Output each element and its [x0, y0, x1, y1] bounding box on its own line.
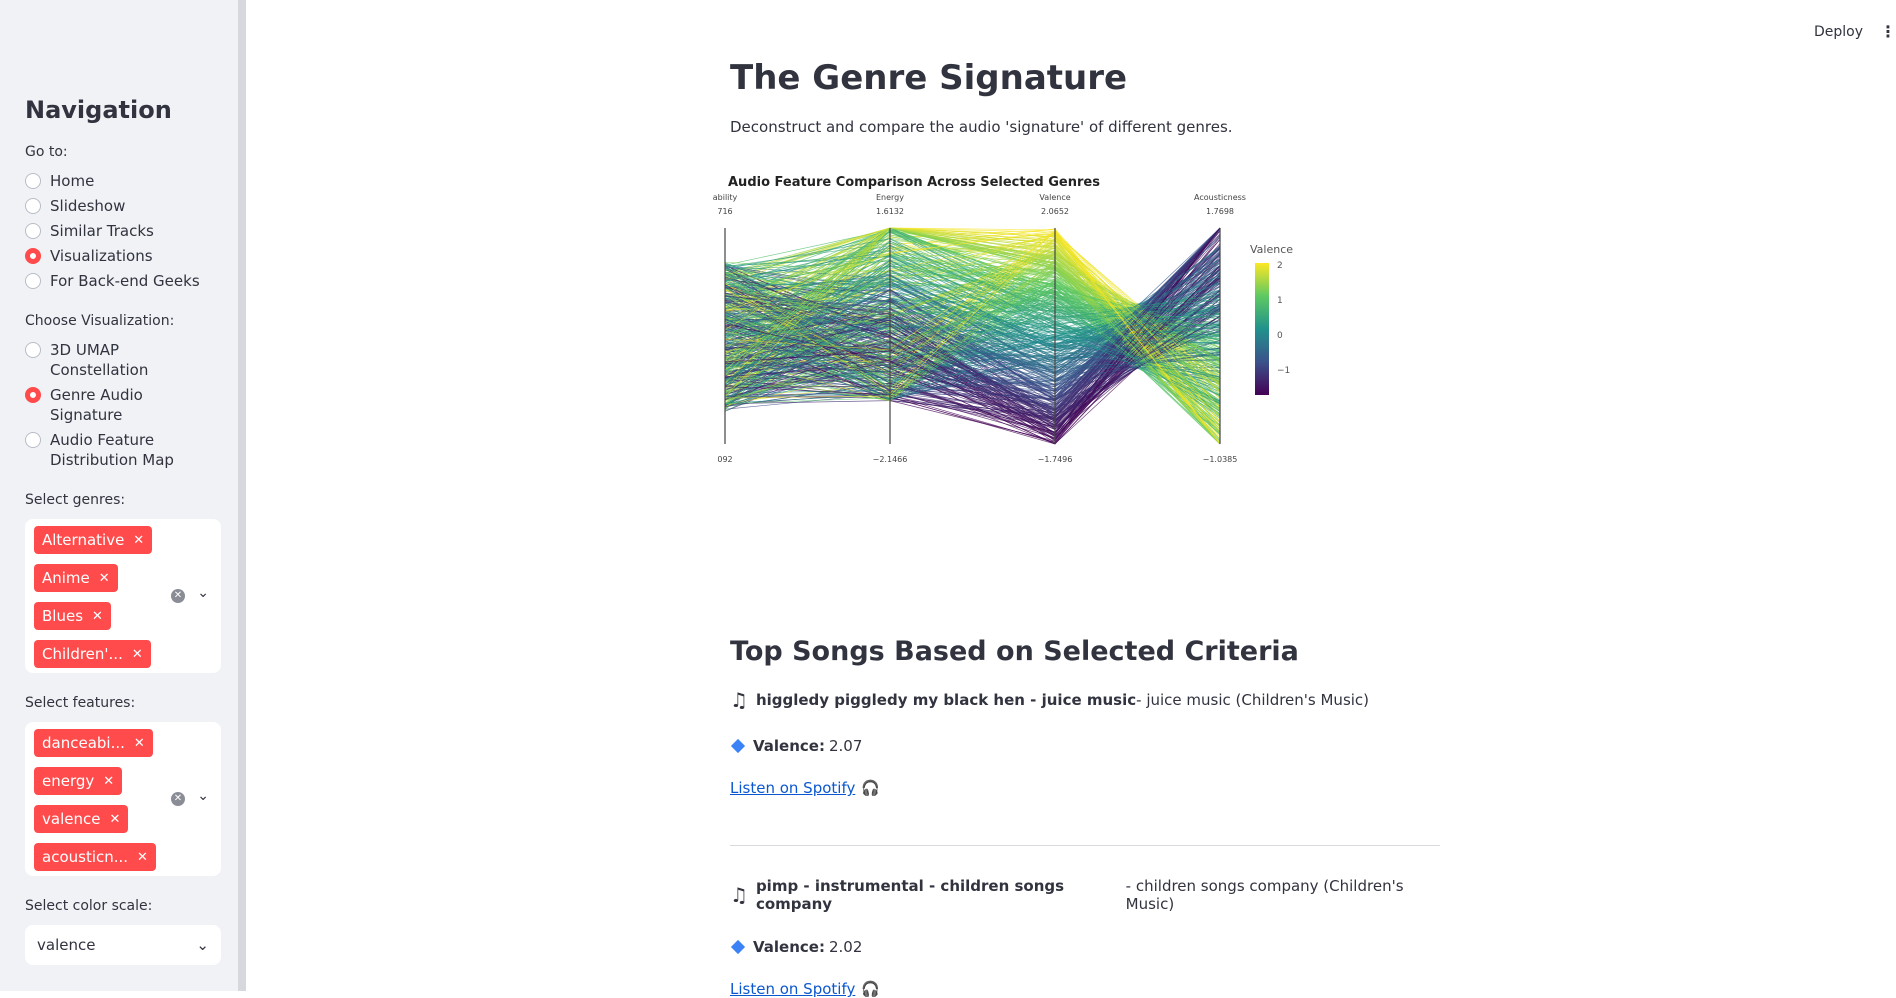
- selected-tag: [34, 767, 122, 795]
- song-item: [730, 877, 1440, 998]
- headphones-icon: 🎧: [861, 779, 881, 797]
- selected-tag: [34, 729, 153, 757]
- radio-label: Slideshow: [50, 197, 126, 215]
- blue-diamond-icon: [731, 739, 745, 753]
- axis-max-label: 716: [717, 207, 733, 216]
- tag-label: danceabi...: [42, 734, 125, 752]
- radio-icon[interactable]: [25, 432, 41, 448]
- colorbar-tick: 1: [1277, 296, 1283, 306]
- remove-tag-icon[interactable]: ✕: [98, 570, 110, 586]
- radio-icon[interactable]: [25, 387, 41, 403]
- chart-title: Audio Feature Comparison Across Selected Genres: [728, 175, 1100, 190]
- deploy-button[interactable]: Deploy: [1814, 24, 1864, 40]
- remove-tag-icon[interactable]: ✕: [109, 811, 121, 827]
- radio-label: Home: [50, 172, 95, 190]
- tag-label: energy: [42, 772, 95, 790]
- remove-tag-icon[interactable]: ✕: [103, 773, 115, 789]
- song-link-line: [730, 980, 1440, 998]
- axis-min-label: −1.0385: [1202, 455, 1238, 464]
- color-scale-group: [25, 898, 221, 965]
- remove-tag-icon[interactable]: ✕: [133, 735, 145, 751]
- viz-label: Choose Visualization:: [25, 313, 175, 329]
- data-lines: [725, 228, 1220, 444]
- metric-value: 2.07: [828, 737, 863, 755]
- radio-icon[interactable]: [25, 342, 41, 358]
- viz-radio-group: [25, 313, 221, 470]
- genres-label: Select genres:: [25, 492, 126, 508]
- radio-label: Visualizations: [50, 247, 153, 265]
- radio-icon[interactable]: [25, 273, 41, 289]
- radio-option[interactable]: [25, 246, 221, 266]
- axis-label: Valence: [1039, 193, 1071, 202]
- radio-icon[interactable]: [25, 223, 41, 239]
- remove-tag-icon[interactable]: ✕: [92, 608, 103, 624]
- chevron-down-icon: ⌄: [196, 936, 209, 954]
- radio-option[interactable]: [25, 171, 221, 191]
- radio-icon[interactable]: [25, 248, 41, 264]
- radio-label: Similar Tracks: [50, 222, 154, 240]
- music-note-icon: ♫: [730, 883, 748, 907]
- song-item: [730, 688, 1440, 797]
- axis-max-label: 2.0652: [1041, 207, 1069, 216]
- headphones-icon: 🎧: [861, 980, 881, 998]
- song-link-line: [730, 779, 1440, 797]
- selected-tag: [34, 640, 151, 668]
- colorbar-tick: −1: [1277, 366, 1291, 376]
- song-artist-genre: - children songs company (Children's Music): [1125, 877, 1404, 913]
- selected-tag: [34, 526, 152, 554]
- clear-icon[interactable]: ✕: [171, 589, 185, 603]
- radio-label: 3D UMAP Constellation: [50, 341, 149, 379]
- chevron-down-icon[interactable]: ⌄: [197, 788, 209, 804]
- colorbar-tick: 0: [1277, 331, 1283, 341]
- blue-diamond-icon: [731, 940, 745, 954]
- page-radio-group: [25, 144, 221, 291]
- radio-option[interactable]: [25, 340, 221, 380]
- metric-label: Valence:: [753, 737, 825, 755]
- radio-option[interactable]: [25, 196, 221, 216]
- radio-option[interactable]: [25, 221, 221, 241]
- main-menu-icon[interactable]: ⋮: [1880, 22, 1895, 41]
- axis-max-label: 1.7698: [1206, 207, 1234, 216]
- sidebar-title: Navigation: [25, 96, 172, 124]
- radio-label: Audio Feature Distribution Map: [50, 431, 174, 469]
- spotify-link[interactable]: Listen on Spotify: [730, 980, 856, 998]
- goto-label: Go to:: [25, 144, 68, 160]
- tag-label: Alternative: [42, 531, 125, 549]
- radio-option[interactable]: [25, 430, 221, 470]
- selected-tag: [34, 602, 111, 630]
- radio-option[interactable]: [25, 385, 221, 425]
- metric-label: Valence:: [753, 938, 825, 956]
- music-note-icon: ♫: [730, 688, 748, 712]
- sidebar: [0, 0, 242, 991]
- metric-value: 2.02: [828, 938, 863, 956]
- page-title: The Genre Signature: [730, 58, 1128, 98]
- song-divider: [730, 845, 1440, 846]
- axis-max-label: 1.6132: [876, 207, 904, 216]
- genres-group: [25, 492, 221, 673]
- song-title-line: [730, 877, 1440, 913]
- tag-label: Children'...: [42, 645, 123, 663]
- axis-min-label: −2.1466: [872, 455, 908, 464]
- color-scale-label: Select color scale:: [25, 898, 153, 914]
- genres-multiselect[interactable]: [25, 519, 221, 673]
- radio-label: Genre Audio Signature: [50, 386, 143, 424]
- colorbar-title: Valence: [1250, 243, 1294, 256]
- top-songs-title: Top Songs Based on Selected Criteria: [730, 636, 1299, 667]
- color-scale-select[interactable]: [25, 925, 221, 965]
- main-content: [730, 58, 1440, 136]
- remove-tag-icon[interactable]: ✕: [133, 532, 145, 548]
- sidebar-resize-handle[interactable]: [238, 0, 246, 991]
- parallel-coordinates-chart[interactable]: [712, 175, 1452, 560]
- axis-label: Energy: [875, 193, 905, 202]
- spotify-link[interactable]: Listen on Spotify: [730, 779, 856, 797]
- axis-label: Acousticness: [1194, 193, 1246, 202]
- tag-label: acousticn...: [42, 848, 129, 866]
- color-scale-value: valence: [37, 936, 96, 954]
- song-metric-line: [730, 938, 1440, 956]
- radio-icon[interactable]: [25, 173, 41, 189]
- page-description: Deconstruct and compare the audio 'signature' of different genres.: [730, 118, 1233, 136]
- radio-icon[interactable]: [25, 198, 41, 214]
- tag-label: valence: [42, 810, 101, 828]
- remove-tag-icon[interactable]: ✕: [137, 849, 148, 865]
- axis-min-label: −1.7496: [1037, 455, 1073, 464]
- song-metric-line: [730, 737, 1440, 755]
- axis-label: ability: [712, 193, 738, 202]
- features-label: Select features:: [25, 695, 136, 711]
- colorbar-gradient: [1255, 263, 1269, 395]
- chevron-down-icon[interactable]: ⌄: [197, 585, 209, 601]
- radio-option[interactable]: [25, 271, 221, 291]
- selected-tag: [34, 564, 118, 592]
- song-title-line: [730, 688, 1440, 712]
- features-group: [25, 695, 221, 876]
- remove-tag-icon[interactable]: ✕: [131, 646, 143, 662]
- song-artist-genre: - juice music (Children's Music): [1136, 691, 1370, 709]
- axis-min-label: 092: [717, 455, 733, 464]
- clear-icon[interactable]: ✕: [171, 792, 185, 806]
- features-multiselect[interactable]: [25, 722, 221, 876]
- song-title: higgledy piggledy my black hen - juice music: [755, 691, 1137, 709]
- radio-label: For Back-end Geeks: [50, 272, 200, 290]
- chart-svg: [712, 175, 1452, 560]
- sidebar-content: [25, 96, 221, 987]
- tag-label: Blues: [42, 607, 84, 625]
- selected-tag: [34, 843, 156, 871]
- tag-label: Anime: [42, 569, 90, 587]
- selected-tag: [34, 805, 128, 833]
- song-title: pimp - instrumental - children songs company: [755, 877, 1065, 913]
- colorbar-tick: 2: [1277, 261, 1283, 271]
